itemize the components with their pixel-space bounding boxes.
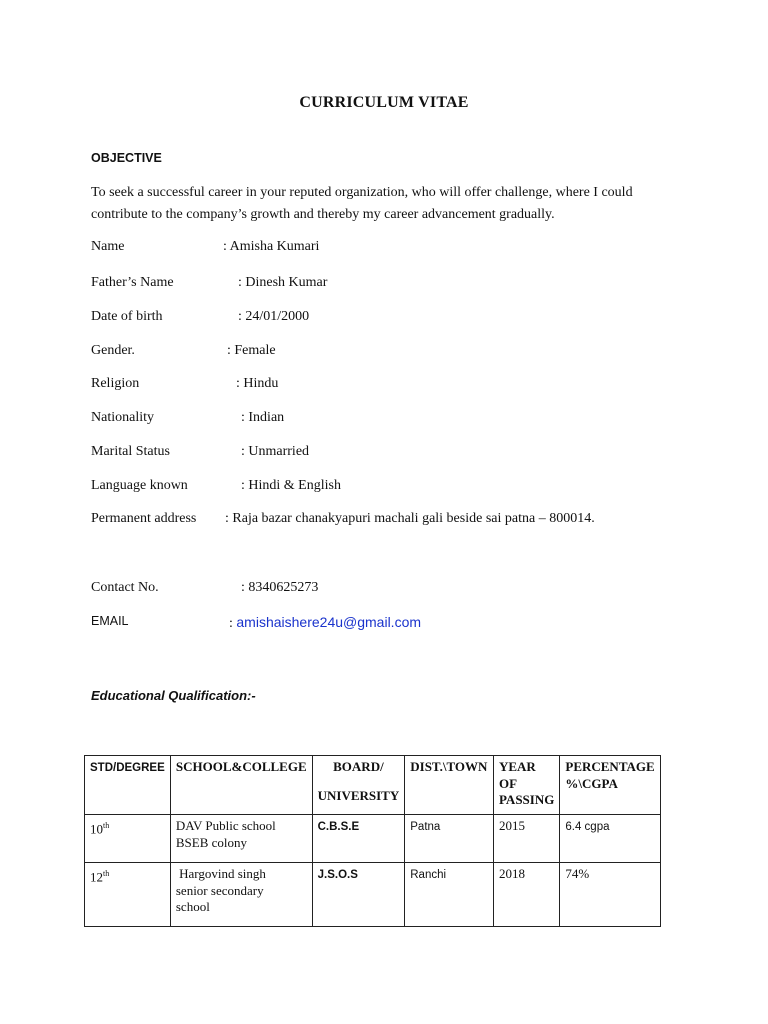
- column-header-school: SCHOOL&COLLEGE: [170, 756, 312, 815]
- cell-year: 2018: [493, 863, 559, 927]
- cell-town: Ranchi: [405, 863, 494, 927]
- column-header-std: STD/DEGREE: [85, 756, 171, 815]
- page-title: CURRICULUM VITAE: [299, 94, 469, 111]
- column-header-board: BOARD/ UNIVERSITY: [312, 756, 405, 815]
- cell-std: 10th: [85, 815, 171, 863]
- religion-label: Religion: [91, 376, 140, 391]
- email-colon: :: [229, 616, 237, 631]
- nationality-value: : Indian: [241, 410, 285, 425]
- name-value: : Amisha Kumari: [223, 239, 320, 254]
- dob-value: : 24/01/2000: [238, 309, 310, 324]
- address-value: : Raja bazar chanakyapuri machali gali beside sai patna – 800014.: [225, 511, 595, 526]
- cell-school: DAV Public school BSEB colony: [170, 815, 312, 863]
- cell-year: 2015: [493, 815, 559, 863]
- gender-label: Gender.: [91, 343, 135, 358]
- cell-board: C.B.S.E: [312, 815, 405, 863]
- father-name-value: : Dinesh Kumar: [238, 275, 328, 290]
- marital-status-label: Marital Status: [91, 444, 170, 459]
- education-heading: Educational Qualification:-: [91, 688, 256, 703]
- cell-percentage: 74%: [560, 863, 661, 927]
- cell-percentage: 6.4 cgpa: [560, 815, 661, 863]
- contact-value: : 8340625273: [241, 580, 319, 595]
- cell-board: J.S.O.S: [312, 863, 405, 927]
- education-table: [84, 755, 661, 927]
- table-row: [85, 815, 661, 863]
- email-label: EMAIL: [91, 614, 129, 628]
- column-header-town: DIST.\TOWN: [405, 756, 494, 815]
- column-header-percentage: PERCENTAGE %\CGPA: [560, 756, 661, 815]
- name-label: Name: [91, 239, 125, 254]
- dob-label: Date of birth: [91, 309, 163, 324]
- objective-text: To seek a successful career in your reputed organization, who will offer challenge, where I could contribute to the company’s growth and thereby my career advancement gradually.: [91, 185, 633, 222]
- gender-value: : Female: [227, 343, 276, 358]
- column-header-year: YEAR OF PASSING: [493, 756, 559, 815]
- nationality-label: Nationality: [91, 410, 154, 425]
- email-link[interactable]: amishaishere24u@gmail.com: [236, 614, 422, 630]
- religion-value: : Hindu: [236, 376, 279, 391]
- table-header-row: [85, 756, 661, 815]
- language-label: Language known: [91, 478, 188, 493]
- language-value: : Hindi & English: [241, 478, 341, 493]
- table-row: [85, 863, 661, 927]
- objective-heading: OBJECTIVE: [91, 151, 162, 165]
- marital-status-value: : Unmarried: [241, 444, 310, 459]
- cell-std: 12th: [85, 863, 171, 927]
- father-name-label: Father’s Name: [91, 275, 174, 290]
- address-label: Permanent address: [91, 511, 197, 526]
- cell-town: Patna: [405, 815, 494, 863]
- contact-label: Contact No.: [91, 580, 159, 595]
- cell-school: Hargovind singh senior secondary school: [170, 863, 312, 927]
- email-value-wrap: [229, 614, 421, 632]
